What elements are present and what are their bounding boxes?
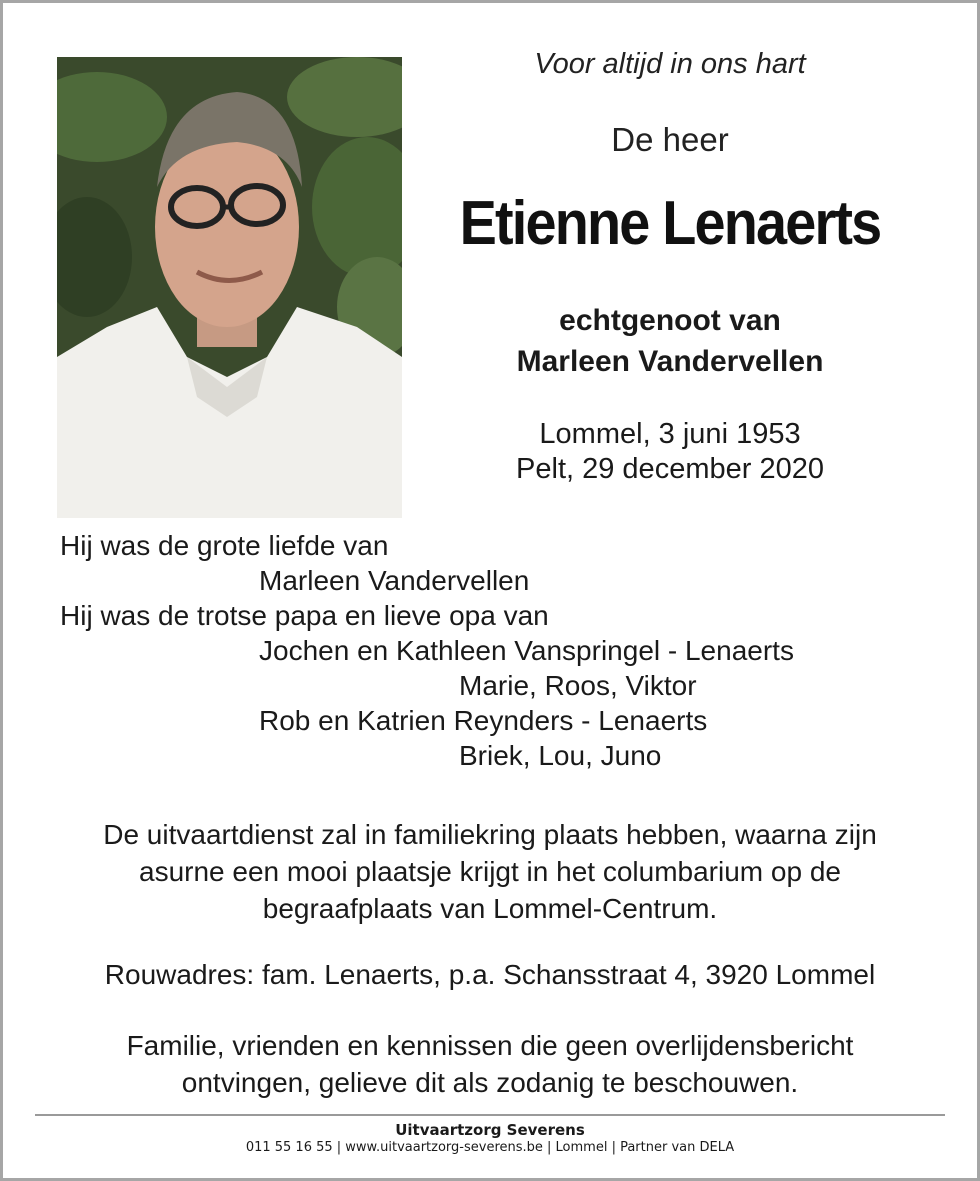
honorific-title: De heer xyxy=(611,121,729,158)
family-line: Rob en Katrien Reynders - Lenaerts xyxy=(259,705,708,736)
spouse-block xyxy=(420,300,920,382)
service-line: De uitvaartdienst zal in familiekring plaats hebben, waarna zijn xyxy=(103,819,877,850)
death-date: Pelt, 29 december 2020 xyxy=(516,453,824,485)
service-line: begraafplaats van Lommel-Centrum. xyxy=(262,893,718,924)
footer-divider xyxy=(35,1114,945,1116)
family-line: Marleen Vandervellen xyxy=(259,565,530,596)
spouse-line-2: Marleen Vandervellen xyxy=(516,345,824,378)
family-line: Marie, Roos, Viktor xyxy=(459,670,697,701)
family-line: Hij was de trotse papa en lieve opa van xyxy=(60,600,549,631)
service-paragraph xyxy=(40,816,940,927)
funeral-home-name: Uitvaartzorg Severens xyxy=(395,1121,585,1139)
spouse-line-1: echtgenoot van xyxy=(559,304,781,337)
service-line: asurne een mooi plaatsje krijgt in het columbarium op de xyxy=(139,856,841,887)
birth-date: Lommel, 3 juni 1953 xyxy=(539,418,801,450)
funeral-home-contact: 011 55 16 55 | www.uitvaartzorg-severens.be | Lommel | Partner van DELA xyxy=(245,1140,735,1155)
closing-line: Familie, vrienden en kennissen die geen overlijdensbericht xyxy=(126,1030,854,1061)
closing-line: ontvingen, gelieve dit als zodanig te beschouwen. xyxy=(181,1067,799,1098)
mourning-address: Rouwadres: fam. Lenaerts, p.a. Schansstraat 4, 3920 Lommel xyxy=(104,959,876,990)
dates-block xyxy=(420,417,920,487)
family-line: Briek, Lou, Juno xyxy=(459,740,662,771)
family-line: Hij was de grote liefde van xyxy=(60,530,389,561)
deceased-name: Etienne Lenaerts xyxy=(459,189,881,258)
portrait-photo xyxy=(57,57,402,518)
closing-paragraph xyxy=(40,1027,940,1101)
family-list xyxy=(60,528,794,773)
family-line: Jochen en Kathleen Vanspringel - Lenaerts xyxy=(259,635,794,666)
tagline: Voor altijd in ons hart xyxy=(534,48,806,80)
